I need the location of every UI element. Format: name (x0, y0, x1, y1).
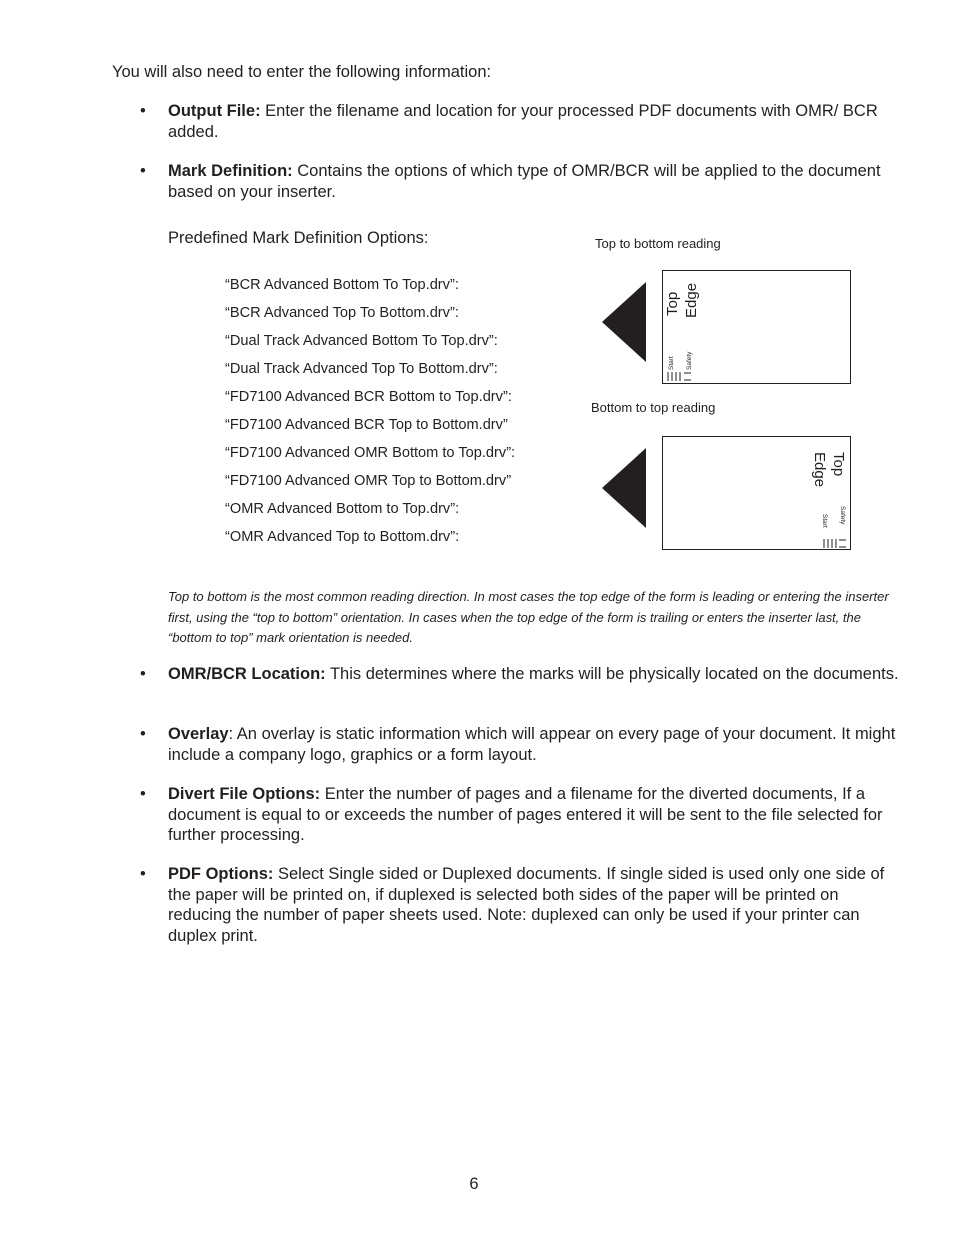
reading-direction-note: Top to bottom is the most common reading direction. In most cases the top edge of the form is leading or entering the inserter first, using the “top to bottom” orientation. In cases when the top edge of the form is trailing or enters the inserter last, the “bottom to top” mark orientation is needed. (168, 589, 889, 645)
option-item: “BCR Advanced Bottom To Top.drv”: (225, 277, 459, 293)
bullet-marker: • (140, 162, 146, 180)
bullet-body: This determines where the marks will be physically located on the documents. (325, 665, 899, 683)
bullet-title: Output File: (168, 102, 261, 120)
bullet-body: Contains the options of which type of OMR/BCR will be applied to the document based on your inserter. (168, 162, 881, 201)
bullet-title: PDF Options: (168, 865, 274, 883)
diagram-label-bottom-to-top: Bottom to top reading (591, 400, 716, 415)
bullet-pdf-options (168, 864, 903, 946)
diagram-label-top-to-bottom: Top to bottom reading (595, 236, 721, 251)
top-edge-label: Edge (683, 282, 700, 318)
bullet-marker: • (140, 102, 146, 120)
option-item: “FD7100 Advanced OMR Bottom to Top.drv”: (225, 445, 516, 461)
option-item: “BCR Advanced Top To Bottom.drv”: (225, 305, 459, 321)
top-edge-label: Top (830, 452, 847, 477)
start-mark-label: Start (821, 514, 828, 528)
bullet-mark-definition (168, 161, 903, 202)
bullet-marker: • (140, 725, 146, 743)
top-edge-label: Top (664, 291, 681, 316)
intro-text: You will also need to enter the following information: (112, 63, 492, 81)
predefined-options-list (225, 276, 515, 556)
bullet-omr-bcr-location (168, 664, 903, 685)
start-mark-label: Start (668, 356, 675, 370)
option-item: “FD7100 Advanced BCR Bottom to Top.drv”: (225, 389, 512, 405)
diagram-top-to-bottom (598, 268, 854, 388)
option-item: “OMR Advanced Bottom to Top.drv”: (225, 501, 460, 517)
bullet-marker: • (140, 785, 146, 803)
safety-mark-label: Safety (839, 506, 846, 525)
bullet-divert-file-options (168, 784, 903, 846)
direction-arrow-icon (602, 448, 646, 528)
bullet-title: Divert File Options: (168, 785, 321, 803)
bullet-body: : An overlay is static information which will appear on every page of your document. It might include a company logo, graphics or a form layout. (168, 725, 896, 764)
option-item: “Dual Track Advanced Bottom To Top.drv”: (225, 333, 498, 349)
bullet-overlay (168, 724, 903, 765)
bullet-marker: • (140, 665, 146, 683)
bullet-title: OMR/BCR Location: (168, 665, 326, 683)
page-number: 6 (469, 1175, 479, 1193)
bullet-body: Enter the filename and location for your processed PDF documents with OMR/ BCR added. (168, 102, 878, 141)
bullet-title: Overlay (168, 725, 229, 743)
option-item: “Dual Track Advanced Top To Bottom.drv”: (225, 361, 498, 377)
diagram-bottom-to-top (598, 434, 854, 554)
safety-mark-label: Safety (686, 351, 693, 370)
option-item: “FD7100 Advanced BCR Top to Bottom.drv” (225, 417, 508, 433)
predefined-options-title: Predefined Mark Definition Options: (168, 229, 429, 247)
bullet-body: Enter the number of pages and a filename for the diverted documents, If a document is equal to or exceeds the number of pages entered it will be sent to the file selected for further processing. (168, 785, 883, 844)
bullet-title: Mark Definition: (168, 162, 293, 180)
bullet-body: Select Single sided or Duplexed documents. If single sided is used only one side of the paper will be printed on, if duplexed is selected both sides of the paper will be printed on reducing the number of paper sheets used. Note: duplexed can only be used if your printer can duplex print. (168, 865, 885, 945)
direction-arrow-icon (602, 282, 646, 362)
bullet-marker: • (140, 865, 146, 883)
bullet-output-file (168, 101, 903, 142)
option-item: “OMR Advanced Top to Bottom.drv”: (225, 529, 460, 545)
top-edge-label: Edge (811, 452, 828, 488)
option-item: “FD7100 Advanced OMR Top to Bottom.drv” (225, 473, 512, 489)
